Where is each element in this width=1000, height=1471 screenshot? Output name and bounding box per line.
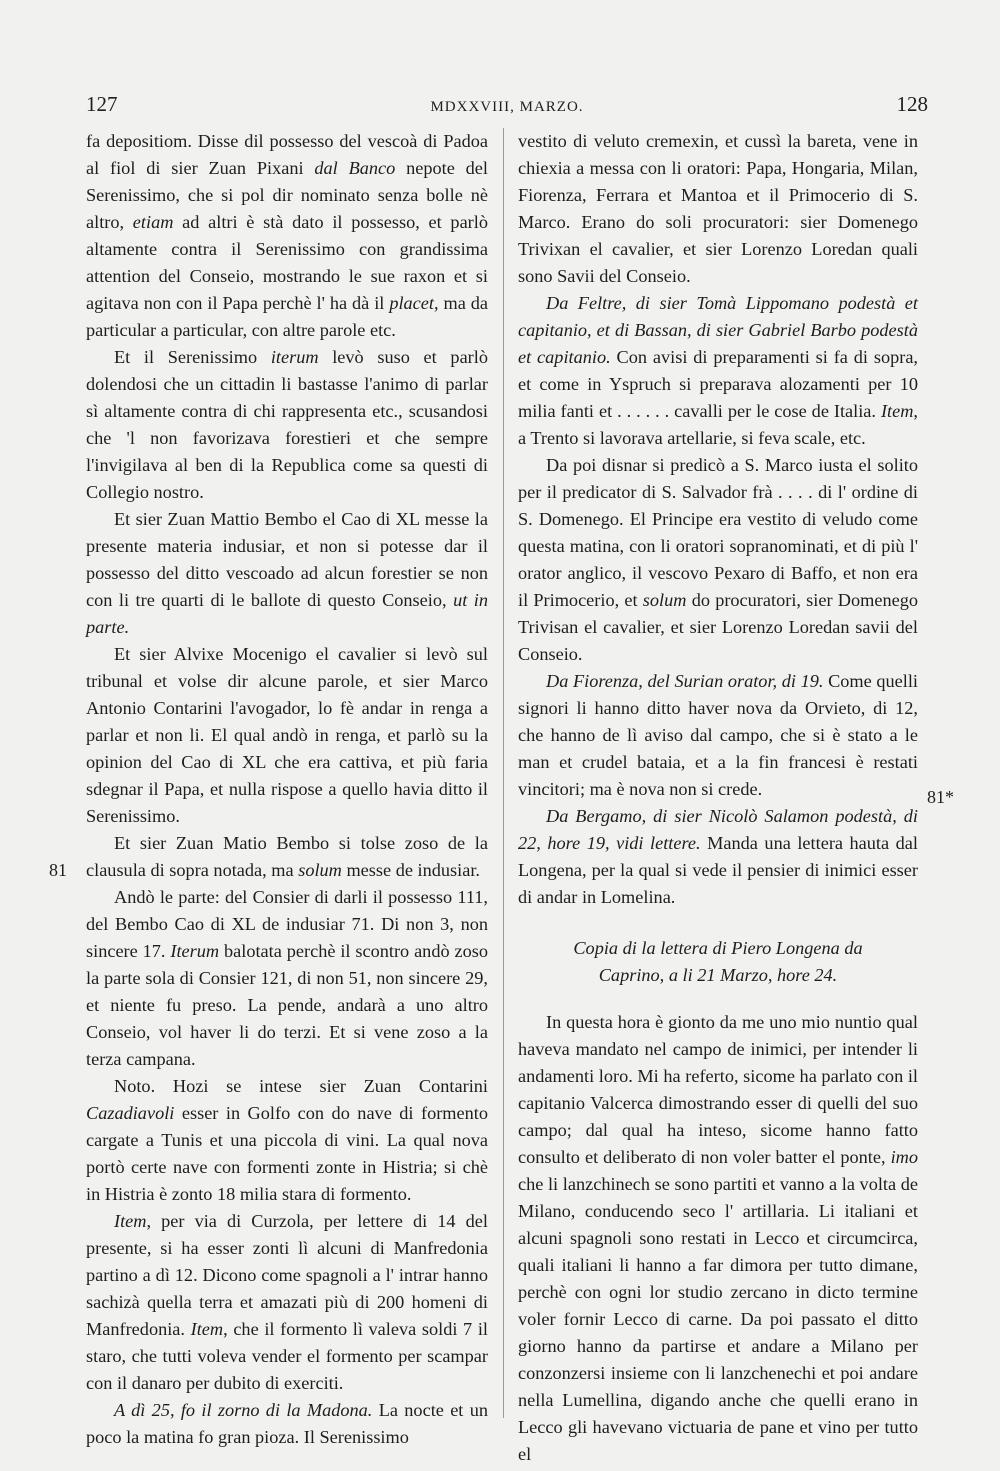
paragraph: A dì 25, fo il zorno di la Madona. La nocte et un poco la matina fo gran pioza. Il Serenissimo [86,1400,488,1447]
paragraph: Et il Serenissimo iterum levò suso et parlò dolendosi che un cittadin li bastasse l'animo di parlar sì altamente contra di chi rappresenta etc., scusandosi che 'l non favorizava forestieri et che sempre l'invigilava al ben di la Republica come sa questi di Collegio nostro. [86,347,488,502]
paragraph: Et sier Zuan Matio Bembo si tolse zoso de la clausula di sopra notada, ma solum messe de indusiar. [86,833,488,880]
paragraph: In questa hora è gionto da me uno mio nuntio qual haveva mandato nel campo de inimici, per intender li andamenti loro. Mi ha referto, sicome ha parlato con il capitanio Valcerca dimostrando esser di quelli del suo campo; dal qual ha inteso, sicome hanno fatto consulto et deliberato di non voler batter el ponte, imo che li lanzchinech se sono partiti et vanno a la volta de Milano, conducendo seco l' artillaria. Li italiani et alcuni spagnoli sono restati in Lecco et circumcirca, quali italiani li hanno a far dimora per tutto dimane, perchè con ogni lor studio zercano in dicto termine voler fornir Lecco di carne. Da poi passato el ditto giorno hanno da partirse et andare a Milano per conzonzersi insieme con li lanzchenechi et poi andare nella Lumellina, digando anche che quelli erano in Lecco gli havevano victuaria de pane et vino per tutto el [518,1012,918,1464]
left-page-number: 127 [86,92,118,116]
paragraph: vestito di veluto cremexin, et cussì la bareta, vene in chiexia a messa con li oratori: Papa, Hongaria, Milan, Fiorenza, Ferrara et Mantoa et il Primocerio di S. Marco. Erano do soli procuratori: sier Domenego Trivixan el cavalier, et sier Lorenzo Loredan quali sono Savii del Conseio. [518,131,918,286]
paragraph: Et sier Alvixe Mocenigo el cavalier si levò sul tribunal et volse dir alcune parole, et sier Marco Antonio Contarini l'avogador, lo fè andar in renga a parlar et non li. El qual andò in renga, et parlò su la opinion del Cao di XL che era cattiva, et più faria sdegnar il Papa, et nulla rispose a quello havia ditto il Serenissimo. [86,644,488,826]
left-margin-note: 81 [49,860,67,880]
running-title: MDXXVIII, MARZO. [430,99,584,115]
letter-heading: Copia di la lettera di Piero Longena da Caprino, a li 21 Marzo, hore 24. [573,938,863,985]
paragraph: Da Bergamo, di sier Nicolò Salamon podestà, di 22, hore 19, vidi lettere. Manda una lettera hauta dal Longena, per la qual si vede il pensier di inimici esser di andar in Lomelina. [518,806,918,907]
column-divider [503,128,504,1418]
right-column [518,128,919,1464]
paragraph: Da Feltre, di sier Tomà Lippomano podestà et capitanio, et di Bassan, di sier Gabriel Barbo podestà et capitanio. Con avisi di preparamenti si fa di sopra, et come in Yspruch si preparava alozamenti per 10 milia fanti et . . . . . . cavalli per le cose de Italia. Item, a Trento si lavorava artellarie, si feva scale, etc. [518,293,919,448]
paragraph: Da poi disnar si predicò a S. Marco iusta el solito per il predicator di S. Salvador frà . . . . di l' ordine di S. Domenego. El Principe era vestito di veludo come questa matina, con li oratori sopranominati, et di più l' orator anglico, il vescovo Pexaro di Baffo, et non era il Primocerio, et solum do procuratori, sier Domenego Trivisan el cavalier, et sier Lorenzo Loredan savii del Conseio. [518,455,918,664]
paragraph: fa depositiom. Disse dil possesso del vescoà di Padoa al fiol di sier Zuan Pixani dal Banco nepote del Serenissimo, che si pol dir nominato senza bolle nè altro, etiam ad altri è stà dato il possesso, et parlò altamente contra il Serenissimo con grandissima attention del Conseio, mostrando le sue raxon et si agitava non con il Papa perchè l' ha dà il placet, ma da particular a particular, con altre parole etc. [86,131,488,340]
paragraph: Item, per via di Curzola, per lettere di 14 del presente, si ha esser zonti lì alcuni di Manfredonia partino a dì 12. Dicono come spagnoli a l' intrar hanno sachizà quella terra et amazati più di 200 homeni di Manfredonia. Item, che il formento lì valeva soldi 7 il staro, che tutti voleva vender el formento per scampar con il danaro per dubito di exerciti. [86,1211,488,1393]
paragraph: Da Fiorenza, del Surian orator, di 19. Come quelli signori li hanno ditto haver nova da Orvieto, di 12, che hanno de lì aviso dal campo, che si è stato a le man et crudel bataia, et a la fin francesi è restati vincitori; ma è nova non si crede. [518,671,918,799]
paragraph: Andò le parte: del Consier di darli il possesso 111, del Bembo Cao di XL de indusiar 71. Di non 3, non sincere 17. Iterum balotata perchè il scontro andò zoso la parte sola di Consier 121, di non 51, non sincere 29, et niente fu preso. La pende, andarà a uno altro Conseio, vol haver li do terzi. Et si vene zoso a la terza campana. [86,887,488,1069]
right-page-number: 128 [896,92,928,116]
left-column [86,128,488,1447]
paragraph: Et sier Zuan Mattio Bembo el Cao di XL messe la presente materia indusiar, et non si potesse dar il possesso del ditto vescoado ad alcun forestier se non con li tre quarti di le ballote di questo Conseio, ut in parte. [86,509,488,637]
page-header [86,92,928,122]
right-margin-note: 81* [927,787,954,807]
paragraph: Noto. Hozi se intese sier Zuan Contarini Cazadiavoli esser in Golfo con do nave di formento cargate a Tunis et una piccola di vini. La qual nova portò certe nave con formenti zonte in Histria; si chè in Histria è zonto 18 milia stara di formento. [86,1076,488,1204]
